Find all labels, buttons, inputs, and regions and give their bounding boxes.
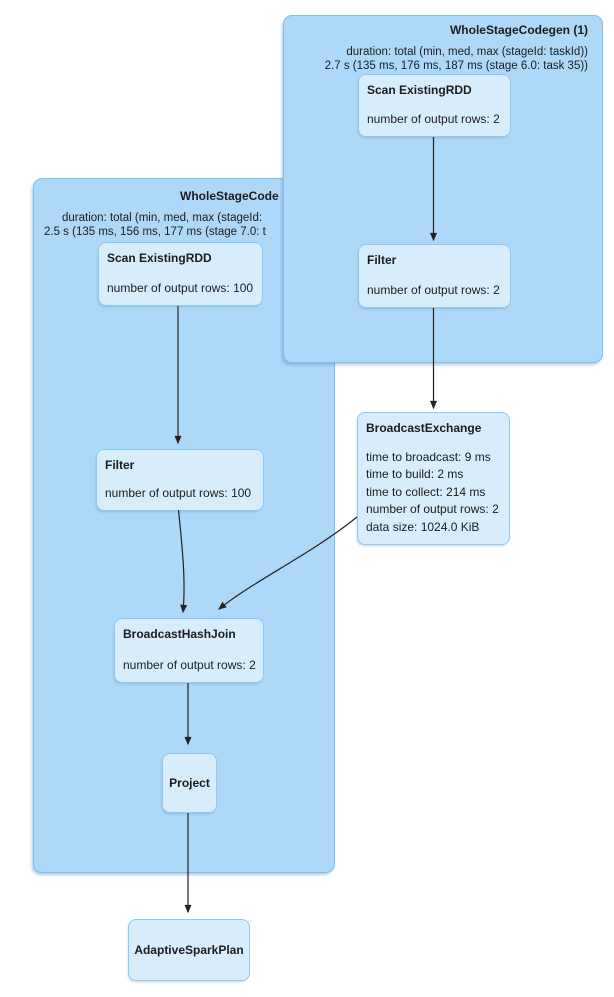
plan-node-filter-2[interactable] <box>96 449 264 511</box>
metric-output-rows: number of output rows: 100 <box>107 280 254 295</box>
cluster-1-duration-values: 2.7 s (135 ms, 176 ms, 187 ms (stage 6.0: task 35)) <box>324 60 588 72</box>
node-title: Filter <box>105 458 135 472</box>
node-metrics <box>366 449 501 537</box>
cluster-2-title: WholeStageCode <box>180 189 279 203</box>
node-title: BroadcastExchange <box>366 421 482 435</box>
node-title: BroadcastHashJoin <box>123 627 236 641</box>
node-title: Scan ExistingRDD <box>367 83 472 97</box>
node-metrics <box>367 111 502 129</box>
metric-output-rows: number of output rows: 2 <box>366 502 499 516</box>
node-metrics <box>105 485 255 503</box>
metric-time-to-broadcast: time to broadcast: 9 ms <box>366 449 491 464</box>
node-metrics <box>107 280 254 298</box>
plan-node-adaptivesparkplan[interactable] <box>128 919 250 981</box>
metric-output-rows: number of output rows: 2 <box>367 111 500 126</box>
node-metrics <box>123 657 255 675</box>
cluster-2-duration-values: 2.5 s (135 ms, 156 ms, 177 ms (stage 7.0: t <box>44 226 266 238</box>
plan-node-project[interactable] <box>162 753 217 813</box>
metric-data-size: data size: 1024.0 KiB <box>366 519 480 534</box>
plan-node-filter-1[interactable] <box>358 244 511 308</box>
node-title: AdaptiveSparkPlan <box>134 943 244 957</box>
cluster-1-duration-header: duration: total (min, med, max (stageId: taskId)) <box>346 46 588 58</box>
cluster-1-title: WholeStageCodegen (1) <box>449 23 588 37</box>
plan-node-scan-existingrdd-2[interactable] <box>98 242 263 306</box>
cluster-2-duration-header: duration: total (min, med, max (stageId: <box>62 212 263 224</box>
metric-time-to-build: time to build: 2 ms <box>366 467 464 481</box>
node-metrics <box>367 282 502 300</box>
metric-output-rows: number of output rows: 2 <box>367 282 500 297</box>
node-title: Filter <box>367 253 397 267</box>
node-title: Project <box>169 776 210 790</box>
node-title: Scan ExistingRDD <box>107 251 212 265</box>
metric-time-to-collect: time to collect: 214 ms <box>366 484 486 499</box>
plan-node-scan-existingrdd-1[interactable] <box>358 74 511 137</box>
metric-output-rows: number of output rows: 100 <box>105 485 252 500</box>
metric-output-rows: number of output rows: 2 <box>123 657 256 672</box>
cluster-wholestagecodegen-1 <box>283 15 603 363</box>
plan-node-broadcasthashjoin[interactable] <box>114 618 264 683</box>
plan-node-broadcastexchange[interactable] <box>357 412 510 545</box>
